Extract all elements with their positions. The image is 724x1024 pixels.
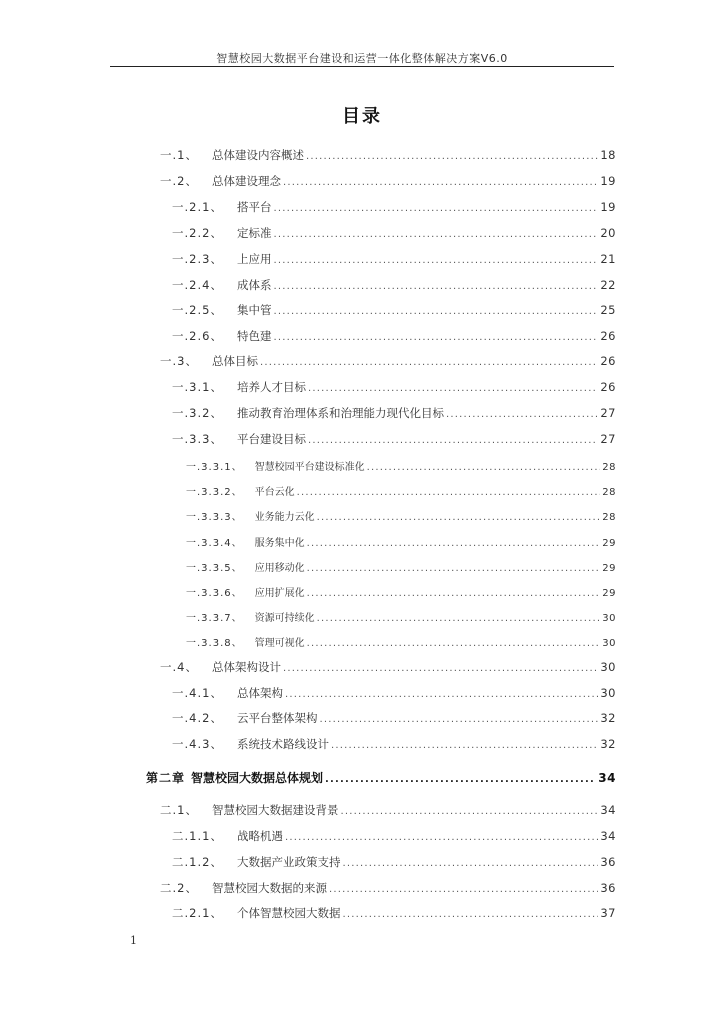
toc-leader-dots xyxy=(307,563,601,574)
toc-entry[interactable] xyxy=(186,508,616,523)
toc-leader-dots xyxy=(307,638,601,649)
toc-entry-number: 一.2.6、 xyxy=(172,329,223,343)
toc-entry-page: 27 xyxy=(600,432,616,446)
toc-entry-page: 26 xyxy=(600,354,616,368)
toc-entry-title: 云平台整体架构 xyxy=(236,711,318,725)
toc-leader-dots xyxy=(308,435,598,446)
toc-leader-dots xyxy=(342,858,598,869)
toc-entry[interactable] xyxy=(186,458,616,473)
toc-entry-page: 26 xyxy=(600,380,616,394)
toc-entry[interactable] xyxy=(172,379,616,395)
toc-entry-title: 智慧校园大数据建设背景 xyxy=(211,803,339,817)
toc-entry-title: 个体智慧校园大数据 xyxy=(236,906,341,920)
toc-chapter-entry[interactable] xyxy=(146,769,616,786)
toc-entry-title: 总体建设内容概述 xyxy=(211,148,304,162)
toc-entry[interactable] xyxy=(160,353,616,369)
toc-entry-page: 36 xyxy=(600,881,616,895)
toc-entry[interactable] xyxy=(160,802,616,818)
toc-entry[interactable] xyxy=(172,854,616,870)
toc-entry-title: 智慧校园大数据总体规划 xyxy=(191,771,324,785)
toc-entry-page: 19 xyxy=(600,174,616,188)
toc-leader-dots xyxy=(307,538,601,549)
toc-leader-dots xyxy=(285,689,598,700)
toc-entry-number: 一.3.2、 xyxy=(172,406,223,420)
toc-entry-number: 第二章 xyxy=(146,771,186,785)
toc-leader-dots xyxy=(273,281,598,292)
toc-leader-dots xyxy=(306,151,598,162)
toc-entry-title: 成体系 xyxy=(236,278,272,292)
toc-entry-page: 34 xyxy=(598,771,616,785)
toc-leader-dots xyxy=(260,357,598,368)
footer-page-number: 1 xyxy=(130,934,137,947)
toc-entry[interactable] xyxy=(186,634,616,649)
toc-leader-dots xyxy=(273,229,598,240)
toc-leader-dots xyxy=(317,512,601,523)
toc-leader-dots xyxy=(340,806,598,817)
toc-entry-number: 一.4、 xyxy=(160,660,198,674)
toc-entry-page: 30 xyxy=(600,686,616,700)
toc-leader-dots xyxy=(273,255,598,266)
toc-entry-title: 搭平台 xyxy=(236,200,272,214)
toc-entry-page: 32 xyxy=(600,737,616,751)
header-rule xyxy=(110,66,614,67)
toc-entry-title: 总体架构设计 xyxy=(211,660,281,674)
toc-leader-dots xyxy=(325,774,596,785)
toc-entry-page: 32 xyxy=(600,711,616,725)
toc-entry-page: 26 xyxy=(600,329,616,343)
toc-entry-page: 30 xyxy=(602,638,616,649)
toc-leader-dots xyxy=(273,332,598,343)
toc-entry[interactable] xyxy=(186,609,616,624)
toc-entry-number: 一.2.2、 xyxy=(172,226,223,240)
toc-entry-title: 智慧校园平台建设标准化 xyxy=(254,462,365,473)
toc-entry-number: 二.1.2、 xyxy=(172,855,223,869)
toc-leader-dots xyxy=(319,714,598,725)
toc-entry-title: 资源可持续化 xyxy=(254,613,315,624)
toc-entry-number: 一.3.1、 xyxy=(172,380,223,394)
toc-leader-dots xyxy=(308,383,598,394)
toc-entry[interactable] xyxy=(172,710,616,726)
toc-leader-dots xyxy=(273,203,598,214)
toc-entry[interactable] xyxy=(186,584,616,599)
toc-entry-number: 一.4.2、 xyxy=(172,711,223,725)
toc-entry-number: 一.3.3.5、 xyxy=(186,563,243,574)
toc-entry-number: 一.3、 xyxy=(160,354,198,368)
toc-leader-dots xyxy=(342,909,598,920)
toc-entry-title: 平台建设目标 xyxy=(236,432,306,446)
toc-entry-page: 22 xyxy=(600,278,616,292)
toc-entry-page: 20 xyxy=(600,226,616,240)
toc-leader-dots xyxy=(307,588,601,599)
toc-entry-number: 二.2.1、 xyxy=(172,906,223,920)
toc-leader-dots xyxy=(273,306,598,317)
toc-entry-title: 总体目标 xyxy=(211,354,258,368)
toc-entry-number: 一.2.4、 xyxy=(172,278,223,292)
toc-entry-number: 二.2、 xyxy=(160,881,198,895)
toc-entry-title: 业务能力云化 xyxy=(254,512,315,523)
toc-entry[interactable] xyxy=(172,905,616,921)
toc-entry-page: 18 xyxy=(600,148,616,162)
toc-entry-number: 一.3.3.3、 xyxy=(186,512,243,523)
toc-leader-dots xyxy=(329,884,598,895)
toc-entry-title: 定标准 xyxy=(236,226,272,240)
toc-entry-title: 平台云化 xyxy=(254,487,295,498)
toc-entry-title: 推动教育治理体系和治理能力现代化目标 xyxy=(236,406,444,420)
toc-entry[interactable] xyxy=(172,199,616,215)
toc-title: 目录 xyxy=(342,106,382,127)
toc-entry-number: 二.1.1、 xyxy=(172,829,223,843)
toc-entry[interactable] xyxy=(172,251,616,267)
toc-entry-number: 一.3.3.1、 xyxy=(186,462,243,473)
toc-entry-page: 36 xyxy=(600,855,616,869)
toc-entry-page: 28 xyxy=(602,487,616,498)
toc-entry-page: 29 xyxy=(602,588,616,599)
toc-entry-page: 30 xyxy=(600,660,616,674)
toc-entry[interactable] xyxy=(172,277,616,293)
toc-entry-title: 上应用 xyxy=(236,252,272,266)
toc-entry-number: 一.3.3.8、 xyxy=(186,638,243,649)
toc-entry-page: 28 xyxy=(602,462,616,473)
toc-entry-page: 19 xyxy=(600,200,616,214)
toc-entry[interactable] xyxy=(172,302,616,318)
toc-entry-page: 34 xyxy=(600,803,616,817)
toc-entry-title: 集中管 xyxy=(236,303,272,317)
toc-entry-number: 一.3.3.7、 xyxy=(186,613,243,624)
toc-entry-title: 管理可视化 xyxy=(254,638,305,649)
toc-entry-number: 一.4.3、 xyxy=(172,737,223,751)
toc-leader-dots xyxy=(283,177,598,188)
toc-entry[interactable] xyxy=(172,328,616,344)
toc-entry[interactable] xyxy=(172,685,616,701)
toc-entry-title: 应用移动化 xyxy=(254,563,305,574)
toc-entry[interactable] xyxy=(160,147,616,163)
toc-entry[interactable] xyxy=(172,405,616,421)
toc-entry-title: 服务集中化 xyxy=(254,538,305,549)
toc-leader-dots xyxy=(367,462,601,473)
header-title: 智慧校园大数据平台建设和运营一体化整体解决方案V6.0 xyxy=(216,52,508,65)
toc-entry-title: 大数据产业政策支持 xyxy=(236,855,341,869)
toc-leader-dots xyxy=(285,832,598,843)
toc-entry-number: 一.3.3、 xyxy=(172,432,223,446)
toc-entry-title: 总体架构 xyxy=(236,686,283,700)
toc-entry-number: 二.1、 xyxy=(160,803,198,817)
toc-entry-number: 一.1、 xyxy=(160,148,198,162)
toc-entry[interactable] xyxy=(186,534,616,549)
toc-entry-page: 29 xyxy=(602,538,616,549)
toc-leader-dots xyxy=(331,740,598,751)
toc-entry-number: 一.2.3、 xyxy=(172,252,223,266)
toc-entry-number: 一.2.1、 xyxy=(172,200,223,214)
toc-entry[interactable] xyxy=(172,431,616,447)
toc-entry-title: 应用扩展化 xyxy=(254,588,305,599)
toc-entry-page: 28 xyxy=(602,512,616,523)
toc-entry-title: 培养人才目标 xyxy=(236,380,306,394)
toc-entry-page: 30 xyxy=(602,613,616,624)
toc-leader-dots xyxy=(283,663,598,674)
toc-entry[interactable] xyxy=(160,880,616,896)
toc-entry[interactable] xyxy=(186,559,616,574)
toc-entry[interactable] xyxy=(186,483,616,498)
toc-entry-page: 29 xyxy=(602,563,616,574)
toc-entry-page: 21 xyxy=(600,252,616,266)
toc-entry[interactable] xyxy=(172,736,616,752)
toc-entry-number: 一.2.5、 xyxy=(172,303,223,317)
toc-entry-title: 智慧校园大数据的来源 xyxy=(211,881,327,895)
toc-leader-dots xyxy=(297,487,601,498)
toc-entry-number: 一.4.1、 xyxy=(172,686,223,700)
toc-entry-number: 一.3.3.2、 xyxy=(186,487,243,498)
toc-entry-number: 一.3.3.4、 xyxy=(186,538,243,549)
toc-entry-title: 战略机遇 xyxy=(236,829,283,843)
toc-entry-title: 特色建 xyxy=(236,329,272,343)
toc-entry[interactable] xyxy=(160,173,616,189)
toc-leader-dots xyxy=(317,613,601,624)
toc-entry-number: 一.3.3.6、 xyxy=(186,588,243,599)
toc-entry-title: 总体建设理念 xyxy=(211,174,281,188)
toc-entry[interactable] xyxy=(172,828,616,844)
toc-entry-page: 27 xyxy=(600,406,616,420)
toc-entry-page: 25 xyxy=(600,303,616,317)
toc-entry[interactable] xyxy=(160,659,616,675)
toc-entry[interactable] xyxy=(172,225,616,241)
toc-leader-dots xyxy=(446,409,598,420)
toc-entry-page: 37 xyxy=(600,906,616,920)
toc-entry-page: 34 xyxy=(600,829,616,843)
toc-entry-title: 系统技术路线设计 xyxy=(236,737,329,751)
toc-entry-number: 一.2、 xyxy=(160,174,198,188)
